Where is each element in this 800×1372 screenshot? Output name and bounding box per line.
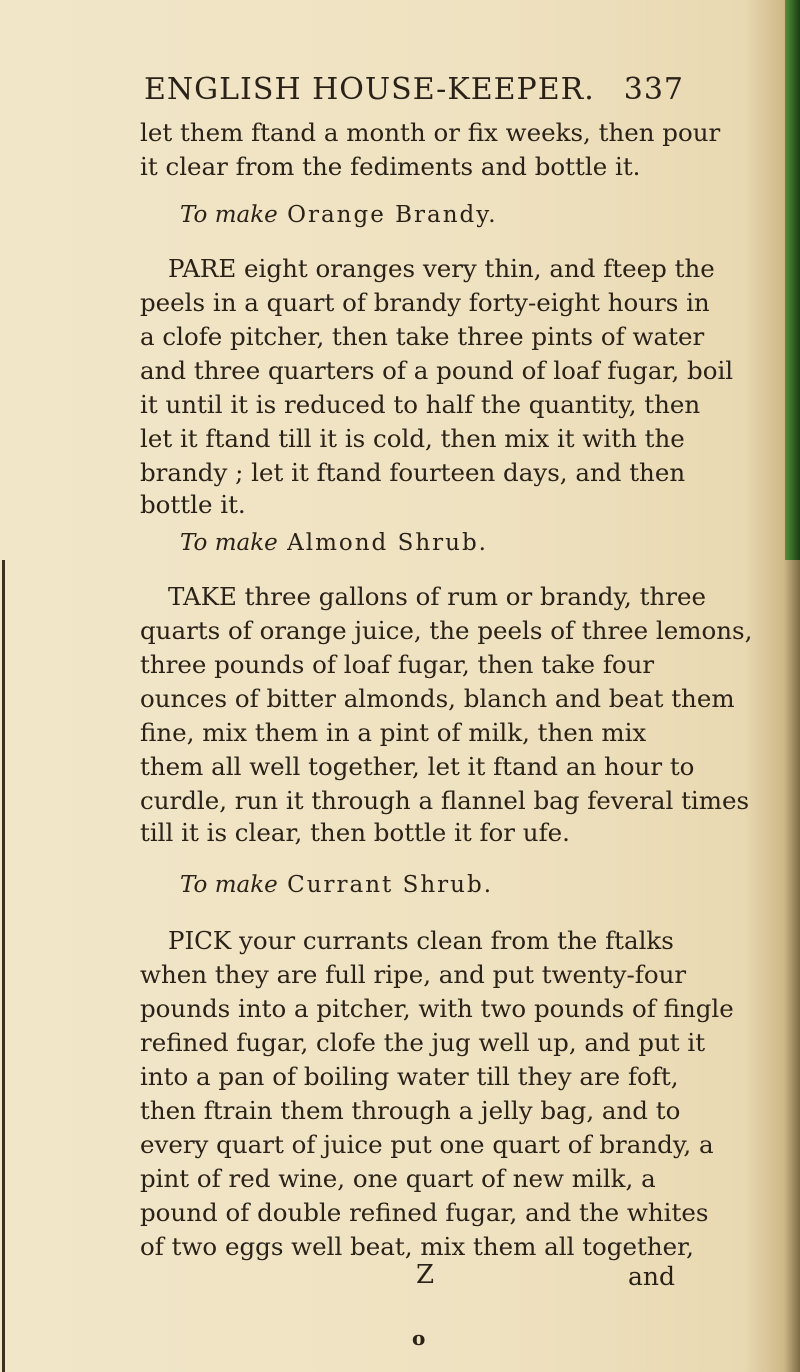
running-title: ENGLISH HOUSE-KEEPER. bbox=[144, 72, 595, 107]
heading-lead: To make bbox=[180, 202, 278, 228]
heading-name: Orange Brandy. bbox=[287, 202, 498, 228]
recipe-heading-orange-brandy bbox=[180, 200, 720, 230]
text-line: it until it is reduced to half the quantity, then bbox=[140, 390, 701, 419]
catchword: and bbox=[628, 1262, 676, 1291]
heading-name: Almond Shrub. bbox=[287, 530, 488, 556]
page-number: 337 bbox=[623, 72, 684, 107]
book-binding-edge bbox=[785, 0, 800, 560]
page-edge bbox=[2, 560, 5, 1372]
text-line: then ftrain them through a jelly bag, and to bbox=[140, 1096, 681, 1125]
text-line: into a pan of boiling water till they are foft, bbox=[140, 1062, 679, 1091]
signature-mark: Z bbox=[416, 1260, 435, 1290]
recipe-heading-almond-shrub bbox=[180, 528, 720, 558]
text-line: curdle, run it through a flannel bag feveral times bbox=[140, 786, 750, 815]
text-line: bottle it. bbox=[140, 490, 246, 519]
recipe-heading-currant-shrub bbox=[180, 870, 720, 900]
text-line: let them ftand a month or fix weeks, then pour bbox=[140, 118, 721, 147]
text-line: when they are full ripe, and put twenty-four bbox=[140, 960, 687, 989]
text-line: every quart of juice put one quart of brandy, a bbox=[140, 1130, 714, 1159]
text-line: let it ftand till it is cold, then mix it with the bbox=[140, 424, 685, 453]
text-line: peels in a quart of brandy forty-eight hours in bbox=[140, 288, 710, 317]
text-line: them all well together, let it ftand an hour to bbox=[140, 752, 695, 781]
text-line: of two eggs well beat, mix them all together, bbox=[140, 1232, 694, 1261]
stray-mark: o bbox=[412, 1326, 426, 1350]
text-line: brandy ; let it ftand fourteen days, and then bbox=[140, 458, 686, 487]
text-line: quarts of orange juice, the peels of three lemons, bbox=[140, 616, 753, 645]
text-line: a clofe pitcher, then take three pints of water bbox=[140, 322, 705, 351]
text-line: fine, mix them in a pint of milk, then mix bbox=[140, 718, 647, 747]
text-line: PICK your currants clean from the ftalks bbox=[168, 926, 674, 955]
text-line: it clear from the fediments and bottle it. bbox=[140, 152, 641, 181]
text-line: and three quarters of a pound of loaf fugar, boil bbox=[140, 356, 734, 385]
heading-name: Currant Shrub. bbox=[287, 872, 493, 898]
heading-lead: To make bbox=[180, 530, 278, 556]
text-line: three pounds of loaf fugar, then take four bbox=[140, 650, 655, 679]
text-line: till it is clear, then bottle it for ufe. bbox=[140, 818, 570, 847]
heading-lead: To make bbox=[180, 872, 278, 898]
page-header bbox=[144, 72, 684, 112]
text-line: PARE eight oranges very thin, and fteep the bbox=[168, 254, 715, 283]
text-line: refined fugar, clofe the jug well up, and put it bbox=[140, 1028, 706, 1057]
text-line: pint of red wine, one quart of new milk, a bbox=[140, 1164, 656, 1193]
text-line: pounds into a pitcher, with two pounds of fingle bbox=[140, 994, 734, 1023]
text-line: pound of double refined fugar, and the whites bbox=[140, 1198, 709, 1227]
text-line: TAKE three gallons of rum or brandy, three bbox=[168, 582, 706, 611]
text-line: ounces of bitter almonds, blanch and beat them bbox=[140, 684, 735, 713]
